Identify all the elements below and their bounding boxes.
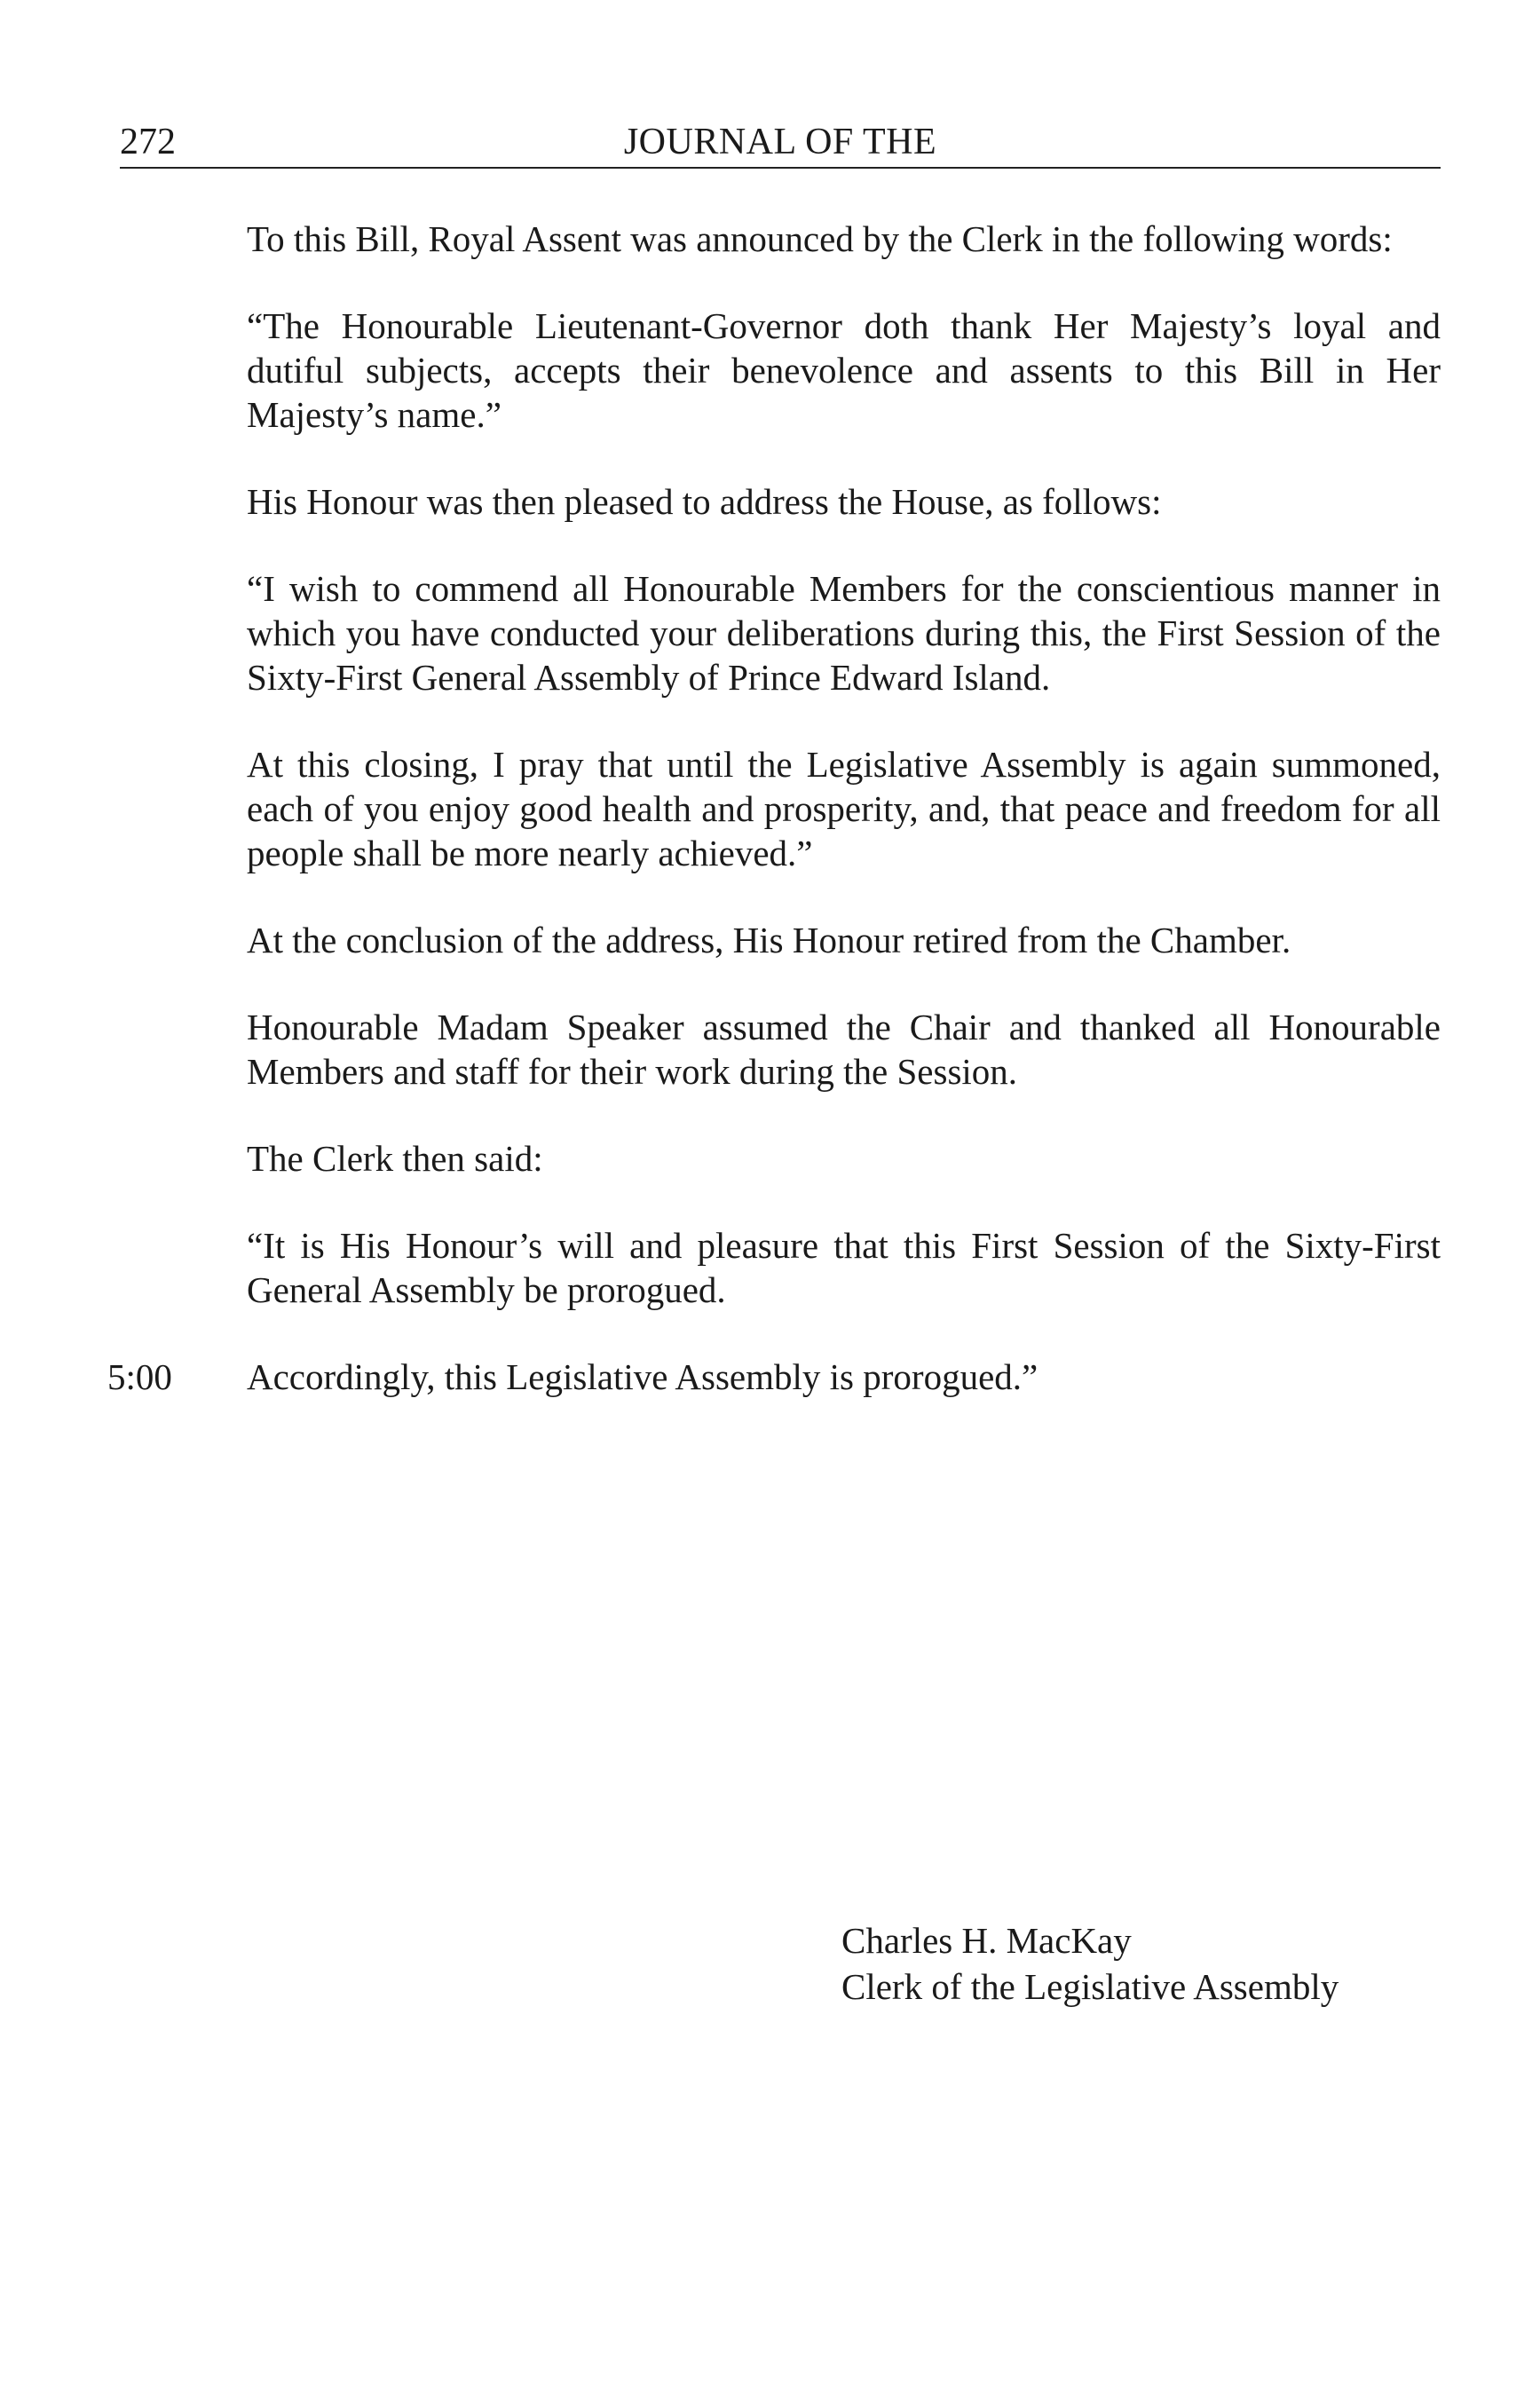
page-header [120,114,1441,169]
paragraph-assent-words: “The Honourable Lieutenant-Governor doth thank Her Majesty’s loyal and dutiful subjects, accepts their benevolence and assents to this Bill in Her Majesty’s name.” [247,305,1441,435]
page-number: 272 [120,122,176,162]
paragraph-retired: At the conclusion of the address, His Honour retired from the Chamber. [247,920,1291,960]
time-margin-note: 5:00 [107,1356,172,1397]
paragraph-address-closing: At this closing, I pray that until the Legislative Assembly is again summoned, each of you enjoy good health and prosperity, and, that peace and freedom for all people shall be more nearly achieved.” [247,744,1441,873]
paragraph-clerk-said: The Clerk then said: [247,1138,543,1179]
signatory-name: Charles H. MacKay [841,1920,1132,1961]
running-title: JOURNAL OF THE [623,122,937,162]
paragraph-prorogue-will: “It is His Honour’s will and pleasure that this First Session of the Sixty-First General Assembly be prorogued. [247,1225,1441,1310]
paragraph-speaker: Honourable Madam Speaker assumed the Chair and thanked all Honourable Members and staff for their work during the Session. [247,1007,1441,1092]
paragraph-address-intro: His Honour was then pleased to address the House, as follows: [247,481,1162,522]
prorogued-text: Accordingly, this Legislative Assembly is prorogued.” [247,1356,1039,1397]
journal-body [107,217,1441,1442]
paragraph-royal-assent: To this Bill, Royal Assent was announced by the Clerk in the following words: [247,218,1393,259]
paragraph-prorogued [107,1355,1441,1399]
paragraph-address-commend: “I wish to commend all Honourable Members for the conscientious manner in which you have conducted your deliberations during this, the First Session of the Sixty-First General Assembly of Prince Edward Island. [247,568,1441,698]
signatory-title: Clerk of the Legislative Assembly [841,1966,1339,2007]
signature-block [841,1917,1339,2010]
